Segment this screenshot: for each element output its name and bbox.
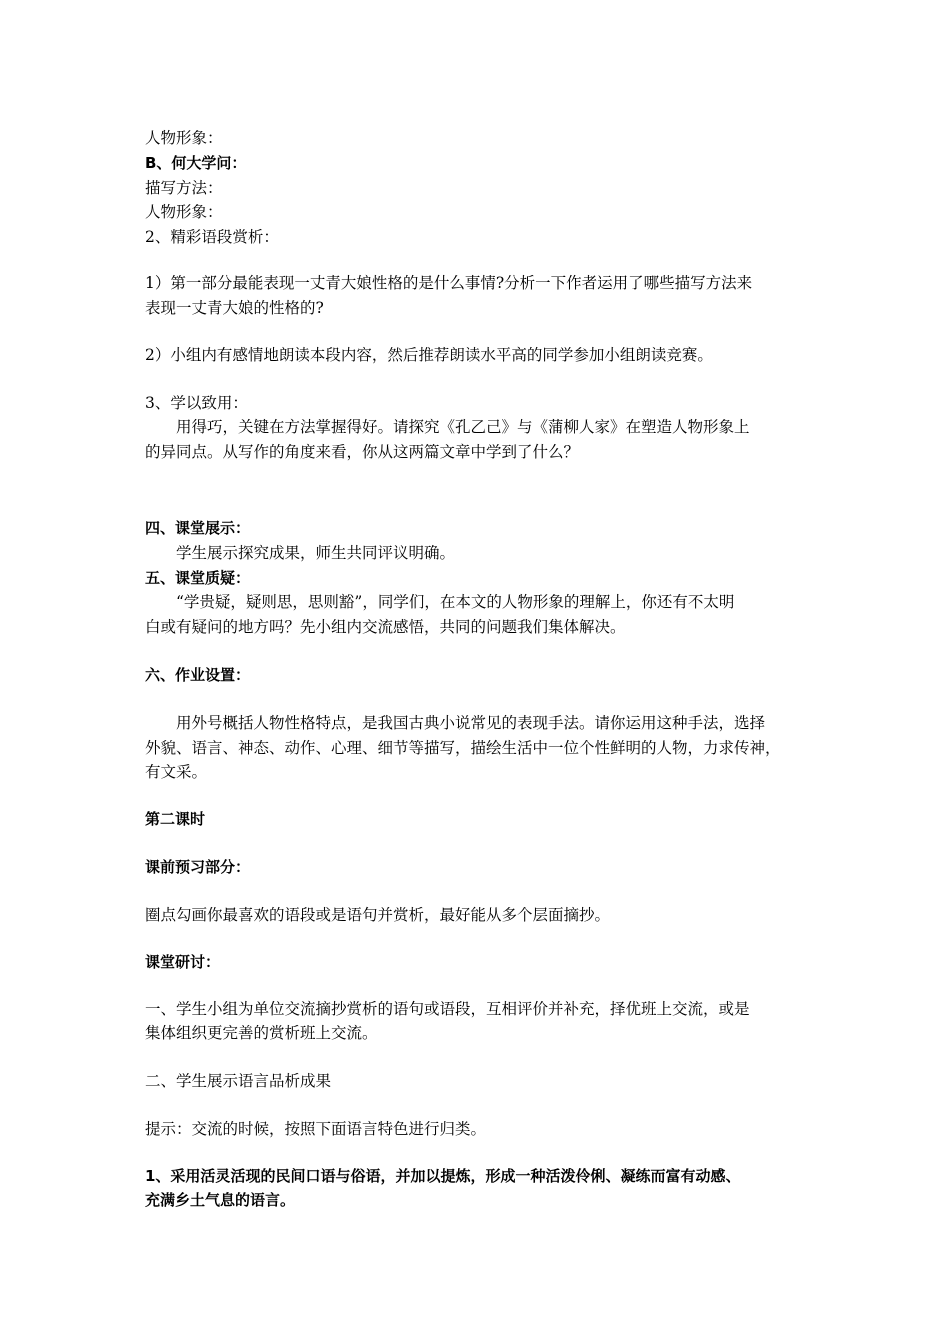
lesson-heading: 第二课时	[145, 810, 206, 828]
section-heading: 六、作业设置：	[145, 666, 251, 684]
section-heading: 课堂研讨：	[145, 953, 221, 971]
text-line: 的异同点。从写作的角度来看，你从这两篇文章中学到了什么？	[145, 443, 580, 461]
text-line: 描写方法：	[145, 179, 223, 197]
text-line: 学生展示探究成果，师生共同评议明确。	[176, 544, 456, 562]
text-line: 表现一丈青大娘的性格的?	[145, 299, 324, 317]
text-line: 3、学以致用：	[145, 394, 248, 412]
section-heading: 五、课堂质疑：	[145, 569, 251, 587]
text-line: “学贵疑，疑则思，思则豁”，同学们，在本文的人物形象的理解上，你还有不太明	[176, 593, 735, 611]
bold-text-line: 1、采用活灵活现的民间口语与俗语，并加以提炼，形成一种活泼伶俐、凝练而富有动感、	[145, 1167, 741, 1185]
text-line: 外貌、语言、神态、动作、心理、细节等描写，描绘生活中一位个性鲜明的人物，力求传神，	[145, 739, 781, 757]
section-heading: 四、课堂展示：	[145, 519, 251, 537]
text-line: 有文采。	[145, 763, 208, 781]
subheading: B、何大学问：	[145, 154, 247, 172]
text-line: 人物形象：	[145, 129, 223, 147]
text-line: 用外号概括人物性格特点，是我国古典小说常见的表现手法。请你运用这种手法，选择	[176, 714, 766, 732]
text-line: 提示：交流的时候，按照下面语言特色进行归类。	[145, 1120, 487, 1138]
text-line: 用得巧，关键在方法掌握得好。请探究《孔乙己》与《蒲柳人家》在塑造人物形象上	[176, 418, 750, 436]
text-line: 二、学生展示语言品析成果	[145, 1072, 332, 1090]
section-heading: 课前预习部分：	[145, 858, 251, 876]
text-line: 人物形象：	[145, 203, 223, 221]
text-line: 2、精彩语段赏析：	[145, 228, 279, 246]
text-line: 2）小组内有感情地朗读本段内容，然后推荐朗读水平高的同学参加小组朗读竞赛。	[145, 346, 713, 364]
text-line: 一、学生小组为单位交流摘抄赏析的语句或语段，互相评价并补充，择优班上交流，或是	[145, 1000, 750, 1018]
bold-text-line: 充满乡土气息的语言。	[145, 1191, 296, 1209]
text-line: 集体组织更完善的赏析班上交流。	[145, 1024, 378, 1042]
text-line: 1）第一部分最能表现一丈青大娘性格的是什么事情?分析一下作者运用了哪些描写方法来	[145, 274, 753, 292]
text-line: 白或有疑问的地方吗？先小组内交流感悟，共同的问题我们集体解决。	[145, 618, 626, 636]
text-line: 圈点勾画你最喜欢的语段或是语句并赏析，最好能从多个层面摘抄。	[145, 906, 611, 924]
